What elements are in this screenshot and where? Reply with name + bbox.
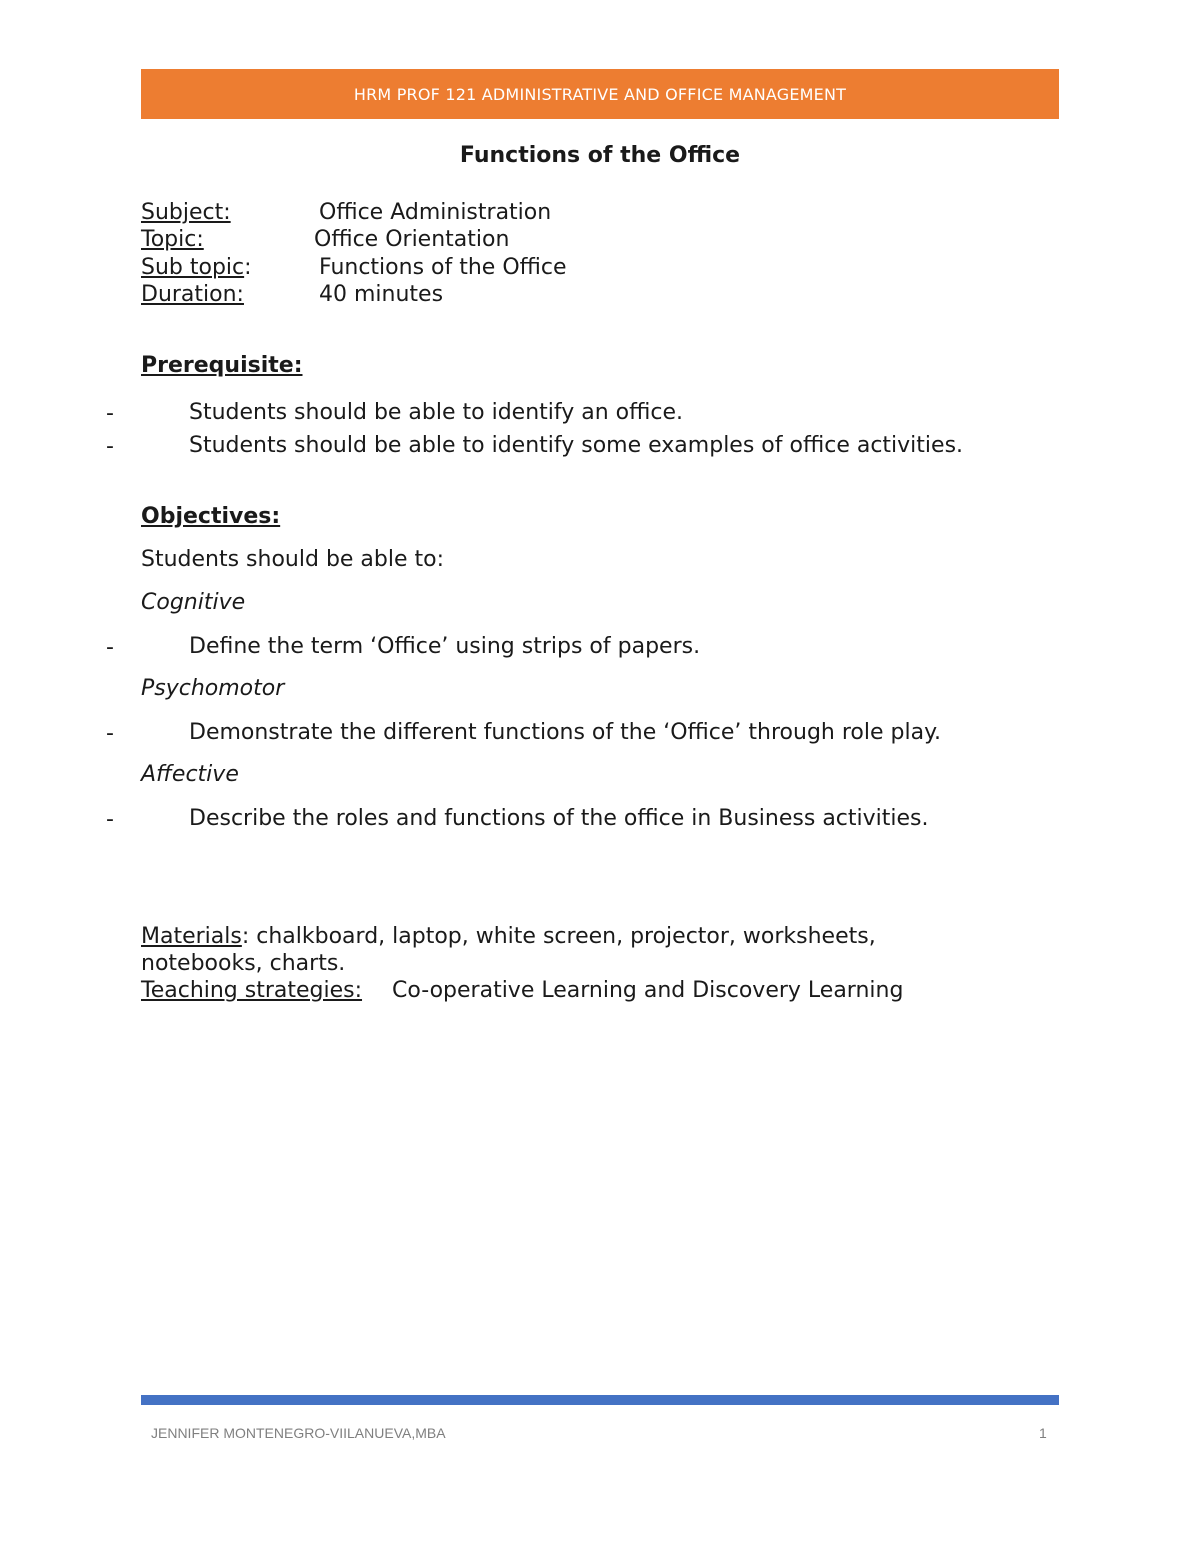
materials-line2: notebooks, charts. bbox=[141, 951, 346, 976]
prerequisite-item: Students should be able to identify some examples of office activities. bbox=[189, 433, 964, 458]
topic-label-row bbox=[141, 227, 204, 252]
course-title: HRM PROF 121 ADMINISTRATIVE AND OFFICE MANAGEMENT bbox=[353, 84, 847, 104]
prerequisite-heading: Prerequisite: bbox=[141, 353, 303, 378]
bullet-dash: - bbox=[106, 721, 114, 746]
subject-label: Subject: bbox=[141, 200, 231, 225]
affective-item: Describe the roles and functions of the office in Business activities. bbox=[189, 806, 929, 831]
objectives-intro: Students should be able to: bbox=[141, 547, 445, 572]
topic-label: Topic: bbox=[141, 227, 204, 252]
topic-value: Office Orientation bbox=[314, 227, 510, 252]
bullet-dash: - bbox=[106, 635, 114, 660]
materials-line1: chalkboard, laptop, white screen, projector, worksheets, bbox=[249, 924, 876, 949]
materials-colon: : bbox=[241, 924, 250, 949]
strategies-label: Teaching strategies: bbox=[141, 978, 363, 1003]
cognitive-item: Define the term ‘Office’ using strips of papers. bbox=[189, 634, 701, 659]
header-banner bbox=[141, 69, 1059, 119]
duration-value: 40 minutes bbox=[319, 282, 444, 307]
materials-line bbox=[141, 924, 876, 949]
bullet-dash: - bbox=[106, 434, 114, 459]
document-title: Functions of the Office bbox=[459, 143, 741, 168]
prerequisite-item: Students should be able to identify an office. bbox=[189, 400, 684, 425]
affective-label: Affective bbox=[141, 762, 239, 787]
bullet-dash: - bbox=[106, 401, 114, 426]
cognitive-label: Cognitive bbox=[141, 590, 246, 615]
subtopic-label: Sub topic bbox=[141, 255, 245, 280]
subtopic-label-row bbox=[141, 255, 252, 280]
subject-value: Office Administration bbox=[319, 200, 552, 225]
subtopic-value: Functions of the Office bbox=[319, 255, 567, 280]
strategies-value: Co-operative Learning and Discovery Learning bbox=[392, 978, 904, 1003]
bullet-dash: - bbox=[106, 807, 114, 832]
footer-divider bbox=[141, 1395, 1059, 1405]
objectives-heading: Objectives: bbox=[141, 504, 281, 529]
psychomotor-label: Psychomotor bbox=[141, 676, 285, 701]
subtopic-colon: : bbox=[244, 255, 252, 280]
psychomotor-item: Demonstrate the different functions of the ‘Office’ through role play. bbox=[189, 720, 941, 745]
footer-author: JENNIFER MONTENEGRO-VIILANUEVA,MBA bbox=[151, 1425, 446, 1441]
page-number: 1 bbox=[1039, 1425, 1047, 1441]
strategies-line bbox=[141, 978, 362, 1003]
subject-label-row bbox=[141, 200, 231, 225]
duration-label: Duration: bbox=[141, 282, 244, 307]
duration-label-row bbox=[141, 282, 244, 307]
materials-label: Materials bbox=[141, 924, 242, 949]
